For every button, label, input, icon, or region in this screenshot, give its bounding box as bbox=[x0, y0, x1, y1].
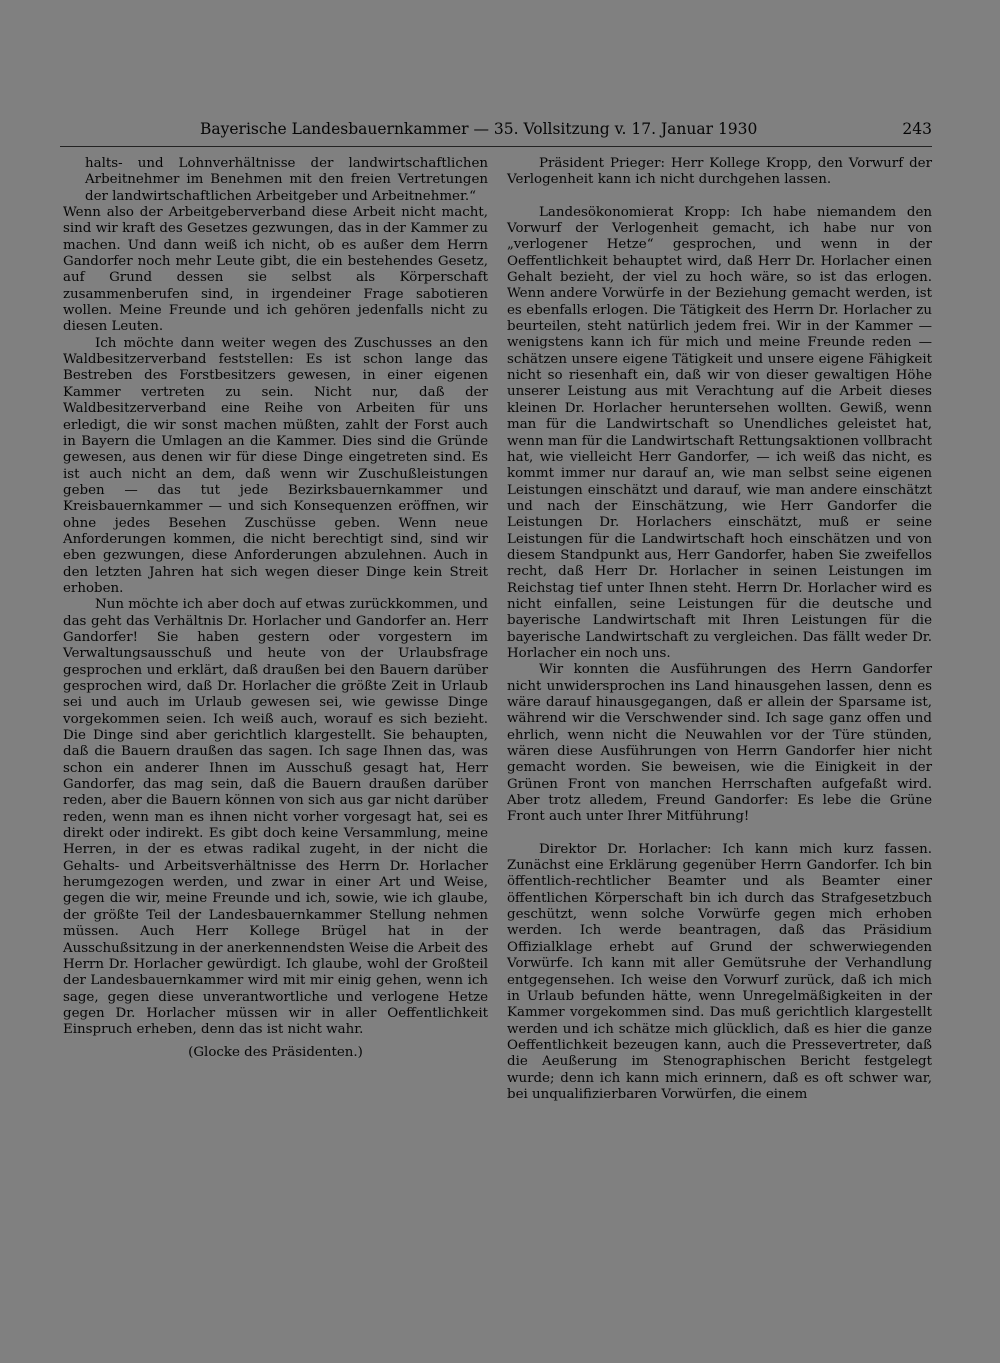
paragraph: Ich möchte dann weiter wegen des Zuschusses an den Waldbesitzerverband feststellen: Es ist schon lange das Bestreben des Forstbesitzers gewesen, in einer eigenen Kammer vertreten zu sein. Nicht nur, daß der Waldbesitzerverband eine Reihe von Arbeiten für uns erledigt, die wir sonst machen müßten, zahlt der Forst auch in Bayern die Umlagen an die Kammer. Dies sind die Gründe gewesen, aus denen wir für diese Dinge eingetreten sind. Es ist auch nicht an dem, daß wenn wir Zuschußleistungen geben — das tut jede Bezirksbauernkammer und Kreisbauernkammer — und sich Konsequenzen eröffnen, wir ohne jedes Besehen Zuschüsse geben. Wenn neue Anforderungen kommen, die nicht berechtigt sind, sind wir eben gezwungen, diese Anforderungen abzulehnen. Auch in den letzten Jahren hat sich wegen dieser Dinge kein Streit erhoben. bbox=[63, 335, 488, 596]
running-title: Bayerische Landesbauernkammer — 35. Vollsitzung v. 17. Januar 1930 bbox=[200, 120, 758, 138]
right-column bbox=[507, 156, 932, 1103]
paragraph: halts- und Lohnverhältnisse der landwirtschaftlichen Arbeitnehmer im Benehmen mit den freien Vertretungen der landwirtschaftlichen Arbeitgeber und Arbeitnehmer.“ bbox=[85, 156, 488, 204]
left-column bbox=[63, 156, 488, 1061]
speech-paragraph: Landesökonomierat Kropp: Ich habe niemandem den Vorwurf der Verlogenheit gemacht, ich habe nur von „verlogener Hetze“ gesprochen, und wenn in der Oeffentlichkeit behauptet wird, daß Herr Dr. Horlacher einen Gehalt bezieht, der viel zu hoch wäre, so ist das erlogen. Wenn andere Vorwürfe in der Beziehung gemacht werden, ist es ebenfalls erlogen. Die Tätigkeit des Herrn Dr. Horlacher zu beurteilen, steht natürlich jedem frei. Wir in der Kammer — wenigstens kann ich für mich und meine Freunde reden — schätzen unsere eigene Tätigkeit und unsere eigene Fähigkeit nicht so riesenhaft ein, daß wir von dieser gewaltigen Höhe unserer Leistung aus mit Verachtung auf die Arbeit dieses kleinen Dr. Horlacher heruntersehen wollten. Gewiß, wenn man für die Landwirtschaft so Unendliches geleistet hat, wenn man für die Landwirtschaft Rettungsaktionen vollbracht hat, wie vielleicht Herr Gandorfer, — ich weiß das nicht, es kommt immer nur darauf an, wie man selbst seine eigenen Leistungen einschätzt und darauf, wie man andere einschätzt und nach der Einschätzung, wie Herr Gandorfer die Leistungen Dr. Horlachers einschätzt, muß er seine Leistungen für die Landwirtschaft hoch einschätzen und von diesem Standpunkt aus, Herr Gandorfer, haben Sie zweifellos recht, daß Herr Dr. Horlacher in seinen Leistungen im Reichstag tief unter Ihnen steht. Herrn Dr. Horlacher wird es nicht einfallen, seine Leistungen für die deutsche und bayerische Landwirtschaft mit Ihren Leistungen für die bayerische Landwirtschaft zu vergleichen. Das fällt weder Dr. Horlacher ein noch uns. bbox=[507, 204, 932, 661]
speech-paragraph: Präsident Prieger: Herr Kollege Kropp, den Vorwurf der Verlogenheit kann ich nicht durchgehen lassen. bbox=[507, 156, 932, 188]
speech-paragraph: Direktor Dr. Horlacher: Ich kann mich kurz fassen. Zunächst eine Erklärung gegenüber Herrn Gandorfer. Ich bin öffentlich-rechtlicher Beamter und als Beamter einer öffentlichen Körperschaft bin ich durch das Strafgesetzbuch geschützt, wenn solche Vorwürfe gegen mich erhoben werden. Ich werde beantragen, daß das Präsidium Offizialklage erhebt auf Grund der schwerwiegenden Vorwürfe. Ich kann mit aller Gemütsruhe der Verhandlung entgegensehen. Ich weise den Vorwurf zurück, daß ich mich in Urlaub befunden hätte, wenn Unregelmäßigkeiten in der Kammer vorgekommen sind. Das muß gerichtlich klargestellt werden und ich schätze mich glücklich, daß es hier die ganze Oeffentlichkeit bezeugen kann, auch die Pressevertreter, daß die Aeußerung im Stenographischen Bericht festgelegt wurde; denn ich kann mich erinnern, daß es oft schwer war, bei unqualifizierbaren Vorwürfen, die einem bbox=[507, 841, 932, 1102]
paragraph: Wenn also der Arbeitgeberverband diese Arbeit nicht macht, sind wir kraft des Gesetzes gezwungen, das in der Kammer zu machen. Und dann weiß ich nicht, ob es außer dem Herrn Gandorfer noch mehr Leute gibt, die ein bestehendes Gesetz, auf Grund dessen sie selbst als Körperschaft zusammenberufen sind, in irgendeiner Frage sabotieren wollen. Meine Freunde und ich gehören jedenfalls nicht zu diesen Leuten. bbox=[63, 205, 488, 335]
paragraph: Wir konnten die Ausführungen des Herrn Gandorfer nicht unwidersprochen ins Land hinausgehen lassen, denn es wäre darauf hinausgegangen, daß er allein der Sparsame ist, während wir die Verschwender sind. Ich sage ganz offen und ehrlich, wenn nicht die Neuwahlen vor der Türe stünden, wären diese Ausführungen von Herrn Gandorfer hier nicht gemacht worden. Sie beweisen, wie die Einigkeit in der Grünen Front von manchen Herrschaften aufgefaßt wird. Aber trotz alledem, Freund Gandorfer: Es lebe die Grüne Front auch unter Ihrer Mitführung! bbox=[507, 662, 932, 825]
page-header bbox=[60, 118, 932, 142]
stage-direction: (Glocke des Präsidenten.) bbox=[188, 1044, 363, 1060]
paragraph: Nun möchte ich aber doch auf etwas zurückkommen, und das geht das Verhältnis Dr. Horlacher und Gandorfer an. Herr Gandorfer! Sie haben gestern oder vorgestern im Verwaltungsausschuß und heute von der Urlaubsfrage gesprochen und erklärt, daß draußen bei den Bauern darüber gesprochen wird, daß Dr. Horlacher die größte Zeit in Urlaub sei und auch im Urlaub gewesen sei, wie gewisse Dinge vorgekommen seien. Ich weiß auch, worauf es sich bezieht. Die Dinge sind aber gerichtlich klargestellt. Sie behaupten, daß die Bauern draußen das sagen. Ich sage Ihnen das, was schon ein anderer Ihnen im Ausschuß gesagt hat, Herr Gandorfer, das mag sein, daß die Bauern draußen darüber reden, aber die Bauern können von sich aus gar nicht darüber reden, wenn man es ihnen nicht vorher vorgesagt hat, sei es direkt oder indirekt. Es gibt doch keine Versammlung, meine Herren, in der es etwas radikal zugeht, in der nicht die Gehalts- und Arbeitsverhältnisse des Herrn Dr. Horlacher herumgezogen werden, und zwar in einer Art und Weise, gegen die wir, meine Freunde und ich, sowie, wie ich glaube, der größte Teil der Landesbauernkammer Stellung nehmen müssen. Auch Herr Kollege Brügel hat in der Ausschußsitzung in der anerkennendsten Weise die Arbeit des Herrn Dr. Horlacher gewürdigt. Ich glaube, wohl der Großteil der Landesbauernkammer wird mit mir einig gehen, wenn ich sage, gegen diese unverantwortliche und verlogene Hetze gegen Dr. Horlacher müssen wir in aller Oeffentlichkeit Einspruch erheben, denn das ist nicht wahr. bbox=[63, 597, 488, 1038]
page-number: 243 bbox=[902, 120, 932, 138]
header-rule bbox=[60, 146, 932, 147]
